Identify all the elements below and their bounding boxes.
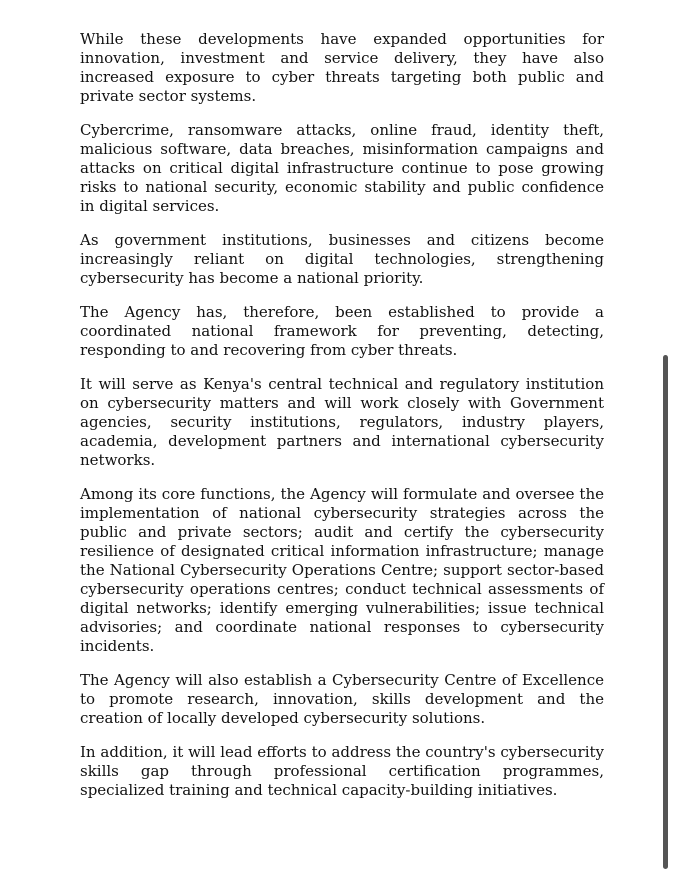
vertical-scrollbar[interactable]: [663, 355, 668, 869]
paragraph-2: Cybercrime, ransomware attacks, online fraud, identity theft, malicious software, data breaches, misinformation campaigns and attacks on critical digital infrastructure continue to pose growing risks to national security, economic stability and public confidence in digital services.: [80, 121, 604, 215]
paragraph-7: The Agency will also establish a Cybersecurity Centre of Excellence to promote research, innovation, skills development and the creation of locally developed cybersecurity solutions.: [80, 671, 604, 727]
article-body: [80, 30, 604, 815]
paragraph-5: It will serve as Kenya's central technical and regulatory institution on cybersecurity matters and will work closely with Government agencies, security institutions, regulators, industry players, academia, development partners and international cybersecurity networks.: [80, 375, 604, 469]
paragraph-1: While these developments have expanded opportunities for innovation, investment and service delivery, they have also increased exposure to cyber threats targeting both public and private sector systems.: [80, 30, 604, 105]
paragraph-6: Among its core functions, the Agency will formulate and oversee the implementation of national cybersecurity strategies across the public and private sectors; audit and certify the cybersecurity resilience of designated critical information infrastructure; manage the National Cybersecurity Operations Centre; support sector-based cybersecurity operations centres; conduct technical assessments of digital networks; identify emerging vulnerabilities; issue technical advisories; and coordinate national responses to cybersecurity incidents.: [80, 485, 604, 655]
paragraph-4: The Agency has, therefore, been established to provide a coordinated national framework for preventing, detecting, responding to and recovering from cyber threats.: [80, 303, 604, 359]
paragraph-8: In addition, it will lead efforts to address the country's cybersecurity skills gap through professional certification programmes, specialized training and technical capacity-building initiatives.: [80, 743, 604, 799]
paragraph-3: As government institutions, businesses and citizens become increasingly reliant on digital technologies, strengthening cybersecurity has become a national priority.: [80, 231, 604, 287]
